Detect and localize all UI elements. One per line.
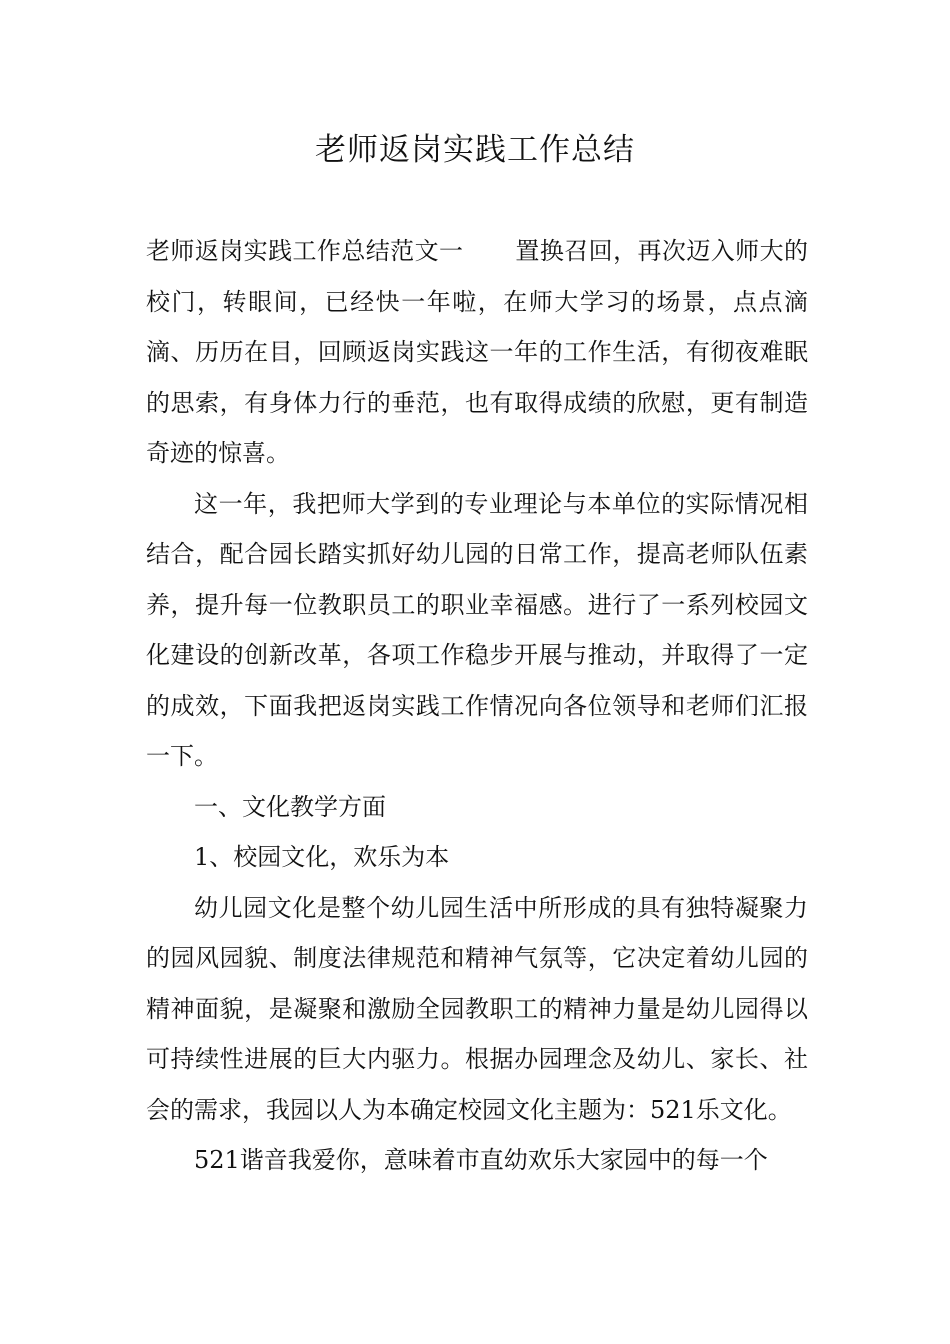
section-heading: 一、文化教学方面 xyxy=(194,792,386,821)
paragraph-intro-text: 置换召回，再次迈入师大的校门，转眼间，已经快一年啦，在师大学习的场景，点点滴滴、历历在目，回顾返岗实践这一年的工作生活，有彻夜难眠的思索，有身体力行的垂范，也有取得成绩的欣慰，更有制造奇迹的惊喜。 xyxy=(146,237,809,467)
paragraph: 521谐音我爱你，意味着市直幼欢乐大家园中的每一个 xyxy=(194,1146,768,1174)
paragraph: 这一年，我把师大学到的专业理论与本单位的实际情况相结合，配合园长踏实抓好幼儿园的日常工作，提高老师队伍素养，提升每一位教职员工的职业幸福感。进行了一系列校园文化建设的创新改革，各项工作稳步开展与推动，并取得了一定的成效，下面我把返岗实践工作情况向各位领导和老师们汇报一下。 xyxy=(146,489,808,770)
document-body xyxy=(146,226,808,1186)
subsection-heading: 1、校园文化，欢乐为本 xyxy=(194,843,450,871)
document-title: 老师返岗实践工作总结 xyxy=(315,132,635,168)
paragraph-intro xyxy=(146,226,808,479)
paragraph: 幼儿园文化是整个幼儿园生活中所形成的具有独特凝聚力的园风园貌、制度法律规范和精神气氛等，它决定着幼儿园的精神面貌，是凝聚和激励全园教职工的精神力量是幼儿园得以可持续性进展的巨大内驱力。根据办园理念及幼儿、家长、社会的需求，我园以人为本确定校园文化主题为：521乐文化。 xyxy=(146,893,808,1124)
section-heading-inline: 老师返岗实践工作总结范文一 xyxy=(146,237,464,265)
